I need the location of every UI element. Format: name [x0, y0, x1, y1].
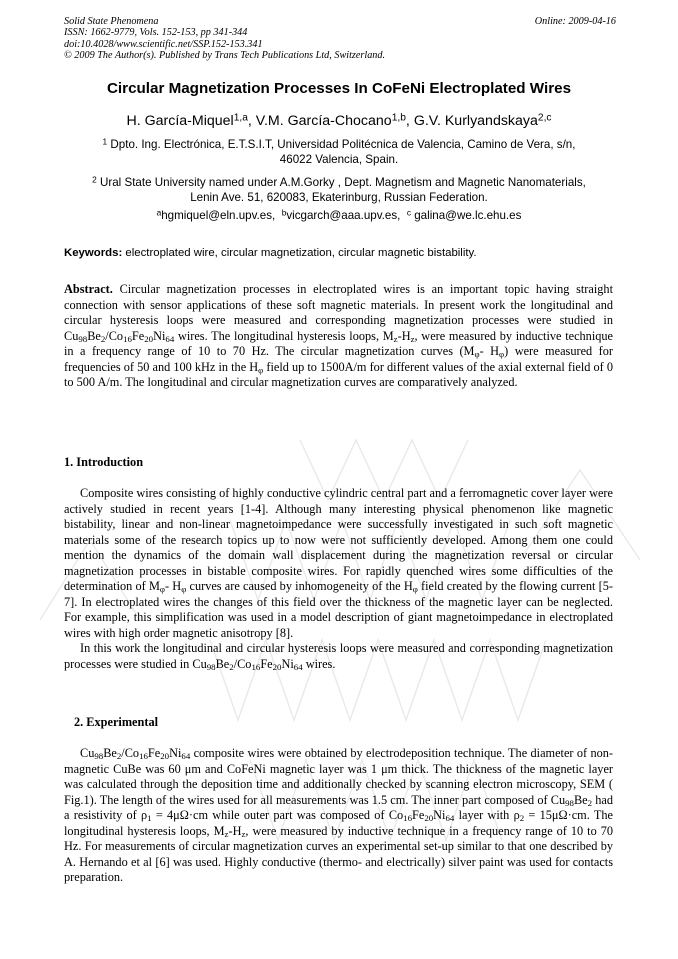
abstract-text: /Co [105, 328, 124, 343]
exp-text: composite wires were obtained by electrodeposition technique. The diameter of non-magnetic CuBe was 60 μm and CoFeNi magnetic layer was 1 μm thick. The thickness of the magnetic layer was calculated through the deposition time and additionally checked by scanning electron microscopy, SEM ( Fig.1). The length of the wires used for all measurements was 1.5 cm. The inner part composed of Cu [64, 746, 613, 807]
doi-line: doi:10.4028/www.scientific.net/SSP.152-153.341 [64, 38, 263, 50]
exp-text: Ni [433, 808, 446, 823]
author-name: V.M. García-Chocano [255, 113, 392, 129]
affiliation-line: Ural State University named under A.M.Gorky , Dept. Magnetism and Magnetic Nanomaterials, [100, 176, 586, 189]
subscript: 20 [160, 750, 170, 761]
exp-text: Fe [147, 746, 161, 760]
subscript: 64 [165, 333, 175, 344]
affiliation-line: Lenin Ave. 51, 620083, Ekaterinburg, Russian Federation. [190, 191, 488, 205]
section-heading-experimental: 2. Experimental [74, 715, 159, 729]
affiliation-2 [70, 175, 608, 206]
exp-text: /Co [121, 746, 140, 760]
author-affiliation-mark: 1,b [391, 112, 406, 124]
subscript: φ [412, 584, 418, 595]
intro-text: curves are caused by inhomogeneity of the H [186, 579, 413, 594]
subscript: 98 [78, 333, 88, 344]
affiliation-number: 1 [102, 136, 108, 147]
abstract-text: Fe [131, 328, 145, 343]
exp-text: Ni [169, 746, 182, 760]
subscript: 2 [519, 812, 525, 823]
subscript: 64 [445, 812, 455, 823]
subscript: 16 [123, 333, 132, 344]
keywords-label: Keywords: [64, 247, 123, 259]
issn-line: ISSN: 1662-9779, Vols. 152-153, pp 341-344 [64, 27, 248, 39]
subscript: φ [258, 364, 264, 375]
email-address: hgmiquel@eln.upv.es, [161, 209, 276, 222]
exp-text: Cu [80, 746, 95, 760]
intro-text: /Co [233, 657, 252, 672]
exp-text: , were measured by inductive technique in a frequency range of 10 to 70 Hz. For measurements of circular magnetization curves an experimental set-up similar to that one described by A. Hernando et al [6] was used. Highly conductive (thermo- and electrically) silver paint was used for contacts preparation. [64, 823, 613, 885]
intro-text: In this work the longitudinal and circular hysteresis loops were measured and corresponding magnetization processes were studied in Cu [64, 641, 613, 672]
author-name: G.V. Kurlyandskaya [413, 113, 538, 129]
subscript: φ [474, 348, 480, 359]
copyright-line: © 2009 The Author(s). Published by Trans Tech Publications Ltd, Switzerland. [64, 50, 386, 62]
intro-text: Fe [260, 657, 273, 672]
subscript: 20 [144, 333, 154, 344]
abstract-label: Abstract. [64, 282, 113, 296]
abstract-text: wires. The longitudinal hysteresis loops, M [174, 328, 394, 343]
exp-text: Fe [412, 808, 425, 823]
paper-title: Circular Magnetization Processes In CoFeNi Electroplated Wires [106, 80, 572, 97]
email-list [40, 209, 638, 222]
exp-text: Be [573, 792, 588, 807]
subscript: 2 [229, 661, 234, 672]
experimental-body [64, 746, 613, 886]
subscript: 98 [206, 661, 216, 672]
introduction-body [64, 486, 613, 673]
affiliation-line: 46022 Valencia, Spain. [279, 153, 399, 167]
email-mark: b [281, 207, 287, 218]
subscript: 20 [424, 812, 434, 823]
email-address: galina@we.lc.ehu.es [414, 209, 522, 222]
email-address: vicgarch@aaa.upv.es, [286, 209, 401, 222]
exp-text: had a resistivity of ρ [64, 792, 613, 823]
subscript: 16 [251, 661, 261, 672]
subscript: 64 [293, 661, 303, 672]
abstract [64, 282, 613, 391]
affiliation-number: 2 [92, 174, 97, 185]
affiliation-line: Dpto. Ing. Electrónica, E.T.S.I.T, Universidad Politécnica de Valencia, Camino de Vera, s/n, [110, 138, 576, 151]
author-separator: , [247, 113, 256, 129]
subscript: z [224, 828, 229, 839]
abstract-text: -H [397, 328, 411, 343]
author-affiliation-mark: 2,c [537, 112, 552, 124]
subscript: z [241, 828, 246, 839]
intro-text: field created by the flowing current [5-7]. In electroplated wires the changes of this field over the thickness of the magnetic layer can be neglected. For example, this simplification was used in a model description of giant magnetoimpedance in electroplated wires with high order magnetic anisotropy [8]. [64, 579, 613, 640]
exp-text: -H [228, 823, 242, 838]
journal-header [64, 16, 616, 62]
author-list [40, 113, 638, 129]
subscript: 98 [94, 750, 104, 761]
subscript: 64 [181, 750, 191, 761]
online-date: Online: 2009-04-16 [534, 16, 616, 27]
author-affiliation-mark: 1,a [233, 112, 248, 124]
subscript: 1 [147, 812, 152, 823]
author-name: H. García-Miquel [126, 113, 234, 129]
subscript: φ [499, 348, 505, 359]
abstract-text: ) were measured for frequencies of 50 and 100 kHz in the H [64, 344, 613, 374]
intro-text: wires. [302, 657, 336, 672]
abstract-text: Be [87, 328, 101, 343]
intro-text: Composite wires consisting of highly conductive cylindric central part and a ferromagnetic cover layer were actively studied in recent years [1-4]. Although many interesting physical phenomenon like magnetic bistability, linear and non-linear magnetoimpedance were successfully investigated in such soft magnetic materials some of the research topics up to now were not sufficiently developed. Among them one could mention the dynamics of the domain wall displacement during the magnetization reversal or circular magnetization processes in bistable composite wires. For rapidly quenched wires some difficulties of the determination of M [64, 486, 613, 594]
exp-text: = 15μΩ·cm. The longitudinal hysteresis loops, M [64, 808, 613, 838]
abstract-text: Circular magnetization processes in electroplated wires is an important topic having straight connection with sensor applications of these soft magnetic materials. In present work the longitudinal and circular hysteresis loops were measured and corresponding magnetization processes were studied in Cu [64, 282, 613, 343]
affiliation-1 [70, 137, 608, 168]
subscript: z [393, 333, 398, 344]
journal-name: Solid State Phenomena [64, 16, 159, 27]
subscript: 16 [403, 812, 413, 823]
abstract-text: - H [479, 344, 500, 359]
abstract-text: Ni [153, 328, 166, 343]
subscript: 2 [587, 797, 593, 808]
exp-text: = 4μΩ·cm while outer part was composed of Co [151, 808, 404, 823]
subscript: 2 [100, 333, 106, 344]
abstract-text: field up to 1500A/m for different values of the axial external field of 0 to 500 A/m. The longitudinal and circular magnetization curves are comparatively analyzed. [64, 359, 613, 390]
intro-text: - H [165, 579, 182, 594]
author-separator: , [405, 113, 410, 129]
subscript: φ [159, 584, 165, 595]
subscript: z [410, 333, 415, 344]
email-mark: a [156, 207, 162, 218]
subscript: 98 [565, 797, 574, 808]
abstract-text: , were measured by inductive technique in a frequency range of 10 to 70 Hz. The circular magnetization curves (M [64, 328, 614, 359]
section-heading-introduction: 1. Introduction [64, 455, 144, 469]
intro-text: Ni [281, 657, 294, 672]
exp-text: Be [103, 746, 117, 760]
keywords-text: electroplated wire, circular magnetization, circular magnetic bistability. [125, 247, 477, 259]
subscript: 20 [272, 661, 282, 672]
subscript: 16 [139, 750, 148, 761]
exp-text: layer with ρ [454, 808, 520, 823]
email-mark: c [406, 207, 411, 218]
subscript: 2 [116, 750, 122, 761]
keywords [64, 247, 624, 259]
subscript: φ [181, 584, 187, 595]
intro-text: Be [215, 657, 230, 672]
